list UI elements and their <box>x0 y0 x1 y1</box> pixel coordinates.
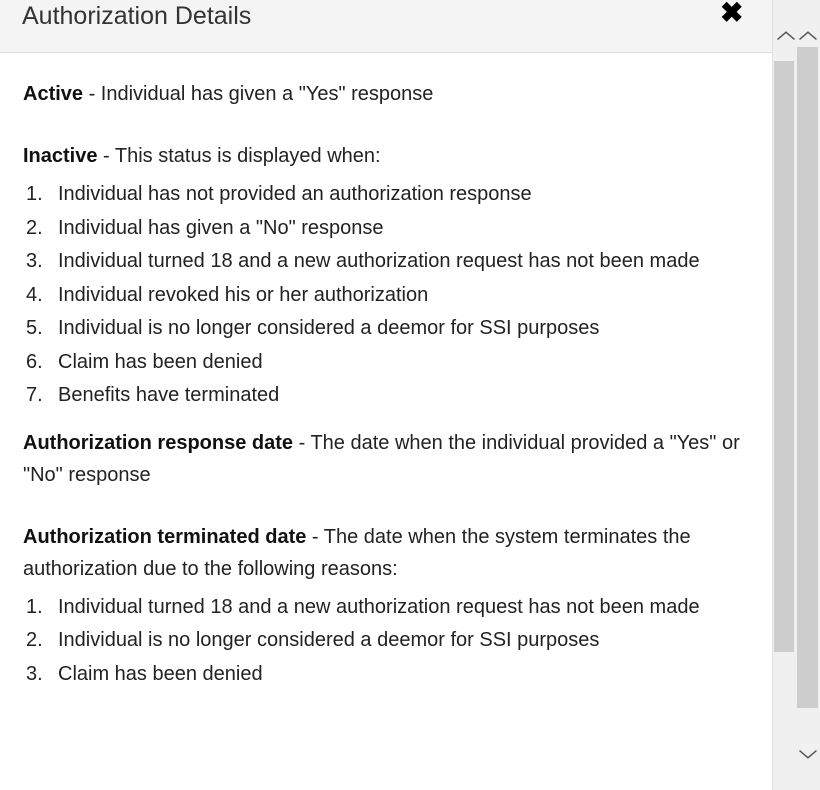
list-item-text: Claim has been denied <box>58 350 263 373</box>
list-item-text: Individual has given a "No" response <box>58 216 384 239</box>
dialog-header <box>0 0 772 53</box>
terminated-date-definition <box>23 521 763 585</box>
chevron-up-icon[interactable]: ︿ <box>799 22 817 42</box>
definition: - Individual has given a "Yes" response <box>83 83 434 105</box>
list-item <box>23 212 763 246</box>
list-item <box>23 379 763 413</box>
list-number: 6. <box>26 350 43 373</box>
term: Inactive <box>23 145 98 167</box>
list-item <box>23 312 763 346</box>
outer-scrollbar[interactable] <box>796 0 820 790</box>
inactive-definition <box>23 140 763 172</box>
terminated-list <box>23 591 763 692</box>
list-item-text: Individual is no longer considered a deemor for SSI purposes <box>58 629 600 651</box>
list-number: 2. <box>26 216 43 239</box>
list-number: 1. <box>26 595 43 618</box>
list-number: 2. <box>26 629 43 651</box>
list-item-text: Claim has been denied <box>58 662 263 685</box>
list-item-text: Benefits have terminated <box>58 384 280 406</box>
list-number: 3. <box>26 250 43 272</box>
list-item-text: Individual turned 18 and a new authorization request has not been made <box>58 250 700 272</box>
close-icon[interactable]: ✖ <box>720 0 744 28</box>
active-definition <box>23 78 763 110</box>
inner-scrollbar[interactable] <box>772 0 796 790</box>
chevron-down-icon[interactable]: ﹀ <box>799 750 817 770</box>
list-number: 5. <box>26 317 43 339</box>
dialog-title: Authorization Details <box>22 2 252 30</box>
list-number: 1. <box>26 183 43 205</box>
term: Active <box>23 83 84 105</box>
list-item <box>23 346 763 380</box>
list-item-text: Individual turned 18 and a new authorization request has not been made <box>58 595 700 618</box>
response-date-definition <box>23 427 763 491</box>
chevron-up-icon[interactable]: ︿ <box>777 22 795 42</box>
list-number: 3. <box>26 662 43 685</box>
scrollbar-thumb[interactable] <box>774 61 794 652</box>
list-item <box>23 624 763 658</box>
list-number: 4. <box>26 283 43 306</box>
definition: - The date when the system terminates the authorization due to the following reasons: <box>23 525 691 580</box>
term: Authorization response date <box>23 431 294 454</box>
list-item-text: Individual is no longer considered a deemor for SSI purposes <box>58 317 600 339</box>
scrollbar-thumb[interactable] <box>797 47 818 708</box>
list-item <box>23 279 763 313</box>
list-item <box>23 245 763 279</box>
list-item-text: Individual revoked his or her authorization <box>58 283 429 306</box>
list-item <box>23 591 763 625</box>
inactive-list <box>23 178 763 413</box>
list-item <box>23 178 763 212</box>
dialog-content <box>23 78 763 705</box>
definition: - This status is displayed when: <box>97 145 381 167</box>
list-item-text: Individual has not provided an authorization response <box>58 183 532 205</box>
term: Authorization terminated date <box>23 525 307 548</box>
list-number: 7. <box>26 384 43 406</box>
list-item <box>23 658 763 692</box>
definition: - The date when the individual provided a "Yes" or "No" response <box>23 431 740 486</box>
